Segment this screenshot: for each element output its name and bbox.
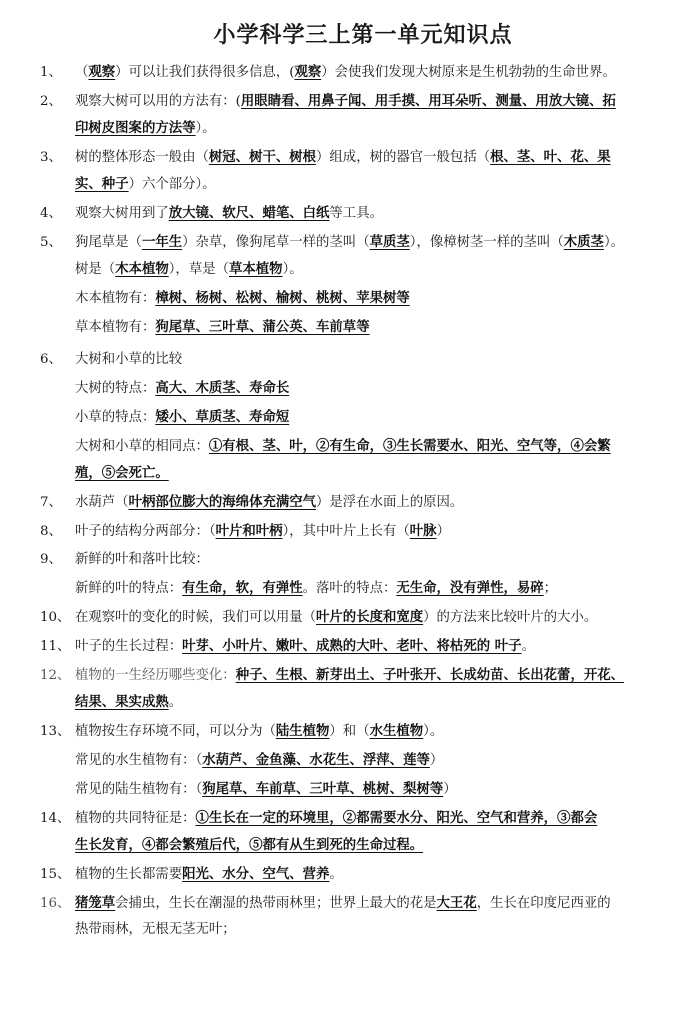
item-14-cont — [40, 836, 686, 855]
item-number: 6、 — [40, 352, 62, 367]
item-number: 14、 — [40, 811, 71, 826]
answer: 观察 — [294, 64, 322, 80]
item-15: 15、 植物的生长都需要阳光、水分、空气、营养。 — [40, 866, 343, 882]
answer: ①生长在一定的环境里，②都需要水分、阳光、空气和营养，③都会 — [195, 810, 598, 826]
item-number: 3、 — [40, 150, 62, 165]
item-3-cont: 实、种子）六个部分）。 — [75, 176, 216, 192]
answer: 木质茎 — [563, 234, 604, 250]
item-5: 5、 狗尾草是（一年生）杂草，像狗尾草一样的茎叫（草质茎），像樟树茎一样的茎叫（木质茎）。 — [40, 234, 625, 250]
item-12: 12、 植物的一生经历哪些变化：种子、生根、新芽出土、子叶张开、长成幼苗、长出花蕾，开花、 — [40, 667, 625, 683]
answer: 狗尾草、三叶草、蒲公英、车前草等 — [155, 319, 370, 335]
item-number: 10、 — [40, 610, 71, 625]
answer: ①有根、茎、叶，②有生命，③生长需要水、阳光、空气等，④会繁 — [208, 438, 611, 454]
item-6-cont — [40, 464, 686, 483]
answer: 放大镜、软尺、蜡笔、白纸 — [168, 205, 330, 221]
answer: 树冠、树干、树根 — [208, 149, 317, 165]
item-number: 16、 — [40, 896, 71, 911]
item-2-cont: 印树皮图案的方法等）。 — [75, 120, 216, 136]
answer: 实、种子 — [75, 176, 129, 192]
item-number: 12、 — [40, 668, 71, 683]
item-9-cont: 新鲜的叶的特点：有生命，软，有弹性。落叶的特点：无生命，没有弹性，易碎； — [75, 580, 558, 596]
item-number: 11、 — [40, 639, 71, 654]
item-14: 14、 植物的共同特征是：①生长在一定的环境里，②都需要水分、阳光、空气和营养，③都会 — [40, 810, 598, 826]
answer: 阳光、水分、空气、营养 — [182, 866, 330, 882]
answer: 草本植物 — [229, 261, 283, 277]
item-number: 7、 — [40, 495, 62, 510]
answer: 樟树、杨树、松树、榆树、桃树、苹果树等 — [155, 290, 410, 306]
item-number: 9、 — [40, 552, 62, 567]
answer: 狗尾草、车前草、三叶草、桃树、梨树等 — [202, 781, 444, 797]
answer: 印树皮图案的方法等 — [75, 120, 196, 136]
item-number: 5、 — [40, 235, 62, 250]
answer: 木本植物 — [115, 261, 169, 277]
item-10: 10、 在观察叶的变化的时候，我们可以用量（叶片的长度和宽度）的方法来比较叶片的大小。 — [40, 609, 598, 625]
item-11: 11、 叶子的生长过程：叶芽、小叶片、嫩叶、成熟的大叶、老叶、将枯死的 叶子。 — [40, 638, 535, 654]
item-6-grass: 小草的特点：矮小、草质茎、寿命短 — [75, 409, 290, 425]
item-16-cont: 热带雨林，无根无茎无叶； — [75, 922, 236, 937]
item-16: 16、 猪笼草会捕虫，生长在潮湿的热带雨林里；世界上最大的花是大王花，生长在印度尼西亚的 — [40, 895, 611, 911]
item-number: 8、 — [40, 524, 62, 539]
item-6: 6、 大树和小草的比较 — [40, 352, 183, 367]
answer: 用眼睛看、用鼻子闻、用手摸、用耳朵听、测量、用放大镜、拓 — [240, 93, 616, 109]
item-number: 13、 — [40, 724, 71, 739]
item-5-herb: 草本植物有：狗尾草、三叶草、蒲公英、车前草等 — [75, 319, 370, 335]
answer: 猪笼草 — [75, 895, 116, 911]
item-6-tree: 大树的特点：高大、木质茎、寿命长 — [75, 380, 290, 396]
answer: 种子、生根、新芽出土、子叶张开、长成幼苗、长出花蕾，开花、 — [235, 667, 625, 683]
item-5-cont: 树是（木本植物），草是（草本植物）。 — [75, 261, 303, 277]
answer: 观察 — [88, 64, 116, 80]
item-number: 15、 — [40, 867, 71, 882]
page-title: 小学科学三上第一单元知识点 — [213, 23, 513, 48]
item-number: 4、 — [40, 206, 62, 221]
answer: 叶芽、小叶片、嫩叶、成熟的大叶、老叶、将枯死的 叶子 — [182, 638, 522, 654]
item-13-land: 常见的陆生植物有：（狗尾草、车前草、三叶草、桃树、梨树等） — [75, 781, 457, 797]
answer: 矮小、草质茎、寿命短 — [155, 409, 290, 425]
item-8: 8、 叶子的结构分两部分：（叶片和叶柄），其中叶片上长有（叶脉） — [40, 523, 450, 539]
item-1: 1、 （观察）可以让我们获得很多信息，(观察）会使我们发现大树原来是生机勃勃的生命世界。 — [40, 64, 616, 80]
item-12-cont: 结果、果实成熟。 — [75, 694, 183, 710]
answer: 叶片的长度和宽度 — [316, 609, 424, 625]
answer: 结果、果实成熟 — [75, 694, 169, 710]
answer: 草质茎 — [369, 234, 410, 250]
item-5-woody: 木本植物有：樟树、杨树、松树、榆树、桃树、苹果树等 — [75, 290, 410, 306]
item-4: 4、 观察大树用到了放大镜、软尺、蜡笔、白纸等工具。 — [40, 205, 383, 221]
answer: 叶片和叶柄 — [215, 523, 283, 539]
answer: 有生命，软，有弹性 — [182, 580, 303, 596]
item-2: 2、 观察大树可以用的方法有：(用眼睛看、用鼻子闻、用手摸、用耳朵听、测量、用放大镜、拓 — [40, 93, 616, 109]
item-number: 1、 — [40, 65, 62, 80]
item-7: 7、 水葫芦（叶柄部位膨大的海绵体充满空气）是浮在水面上的原因。 — [40, 494, 464, 510]
answer: 叶柄部位膨大的海绵体充满空气 — [128, 494, 317, 510]
item-3: 3、 树的整体形态一般由（树冠、树干、树根）组成，树的器官一般包括（根、茎、叶、花、果 — [40, 149, 611, 165]
answer: 水葫芦、金鱼藻、水花生、浮萍、莲等 — [202, 752, 430, 768]
item-13-water: 常见的水生植物有：（水葫芦、金鱼藻、水花生、浮萍、莲等） — [75, 752, 444, 768]
answer: 大王花 — [436, 895, 477, 911]
answer: 陆生植物 — [275, 723, 330, 739]
answer: 无生命，没有弹性，易碎 — [396, 580, 544, 596]
item-number: 2、 — [40, 94, 62, 109]
item-9: 9、 新鲜的叶和落叶比较： — [40, 552, 209, 567]
answer: 叶脉 — [409, 523, 437, 539]
item-13: 13、 植物按生存环境不同，可以分为（陆生植物）和（水生植物）。 — [40, 723, 444, 739]
answer: 生长发育，④都会繁殖后代，⑤都有从生到死的生命过程。 — [75, 837, 424, 853]
answer: 根、茎、叶、花、果 — [490, 149, 611, 165]
answer: 水生植物 — [369, 723, 424, 739]
answer: 一年生 — [141, 234, 183, 250]
answer: 高大、木质茎、寿命长 — [155, 380, 290, 396]
answer: 殖，⑤会死亡。 — [75, 465, 169, 481]
item-6-common: 大树和小草的相同点：①有根、茎、叶，②有生命，③生长需要水、阳光、空气等，④会繁 — [75, 438, 611, 454]
